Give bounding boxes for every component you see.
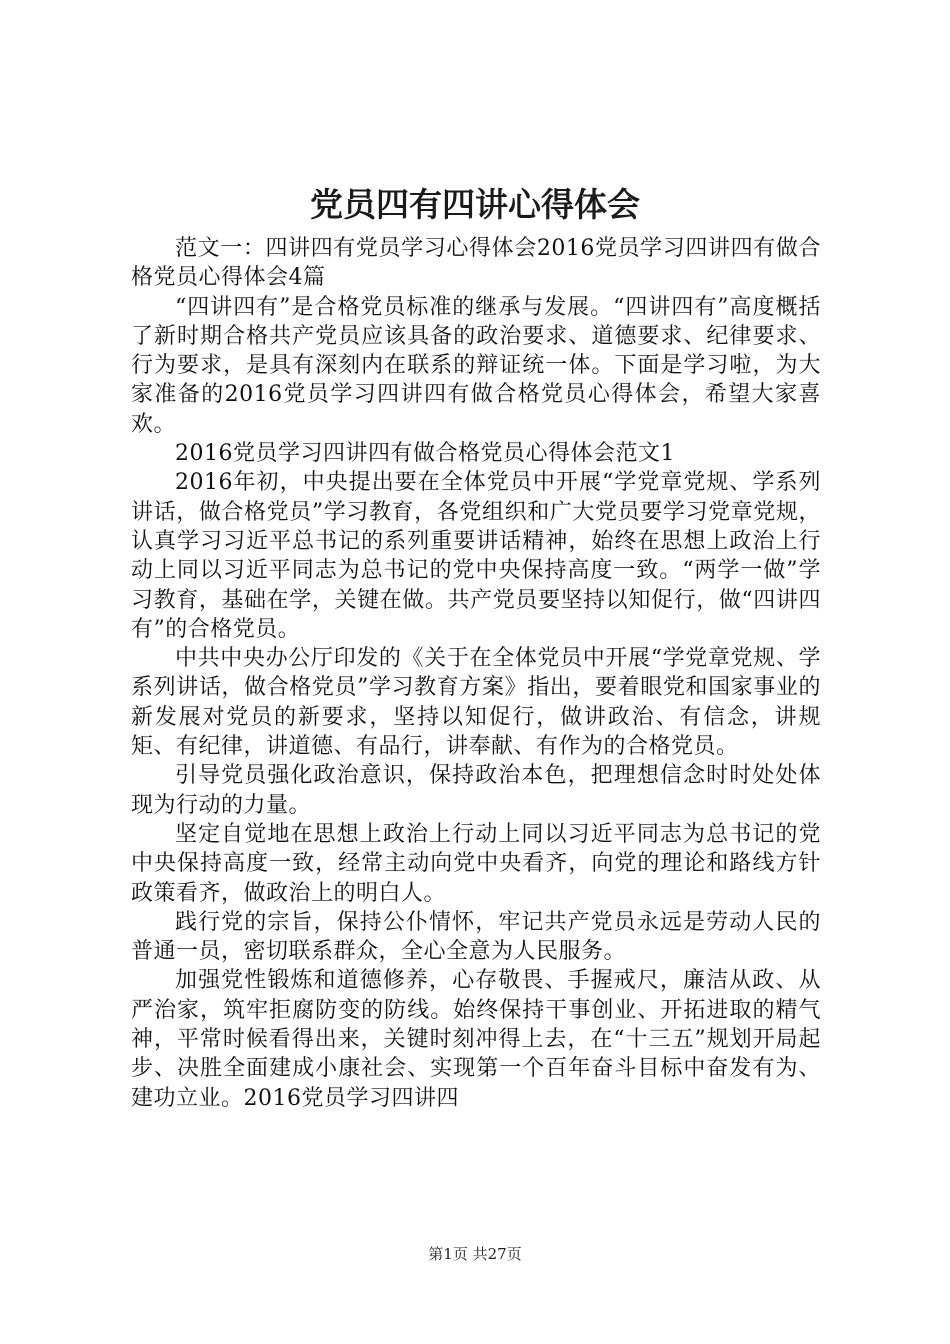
document-title: 党员四有四讲心得体会: [310, 185, 640, 224]
paragraph-6: 引导党员强化政治意识，保持政治本色，把理想信念时时处处体现为行动的力量。: [131, 763, 821, 818]
paragraph-5: 中共中央办公厅印发的《关于在全体党员中开展“学党章党规、学系列讲话，做合格党员”学习教育方案》指出，要着眼党和国家事业的新发展对党员的新要求，坚持以知促行，做讲政治、有信念，讲规矩、有纪律，讲道德、有品行，讲奉献、有作为的合格党员。: [131, 646, 821, 760]
paragraph-3: 2016党员学习四讲四有做合格党员心得体会范文1: [175, 441, 675, 467]
page-footer: 第1页 共27页: [428, 1245, 522, 1263]
paragraph-2: “四讲四有”是合格党员标准的继承与发展。“四讲四有”高度概括了新时期合格共产党员应该具备的政治要求、道德要求、纪律要求、行为要求，是具有深刻内在联系的辩证统一体。下面是学习啦，为大家准备的2016党员学习四讲四有做合格党员心得体会，希望大家喜欢。: [131, 294, 821, 437]
paragraph-9: 加强党性锻炼和道德修养，心存敬畏、手握戒尺，廉洁从政、从严治家，筑牢拒腐防变的防线。始终保持干事创业、开拓进取的精气神，平常时候看得出来，关键时刻冲得上去，在“十三五”规划开局起步、决胜全面建成小康社会、实现第一个百年奋斗目标中奋发有为、建功立业。2016党员学习四讲四: [131, 968, 821, 1111]
document-body: [131, 234, 821, 1113]
paragraph-8: 践行党的宗旨，保持公仆情怀，牢记共产党员永远是劳动人民的普通一员，密切联系群众，全心全意为人民服务。: [131, 909, 821, 965]
paragraph-1: 范文一：四讲四有党员学习心得体会2016党员学习四讲四有做合格党员心得体会4篇: [131, 236, 821, 291]
paragraph-4: 2016年初，中央提出要在全体党员中开展“学党章党规、学系列讲话，做合格党员”学习教育，各党组织和广大党员要学习党章党规，认真学习习近平总书记的系列重要讲话精神，始终在思想上政治上行动上同以习近平同志为总书记的党中央保持高度一致。“两学一做”学习教育，基础在学，关键在做。共产党员要坚持以知促行，做“四讲四有”的合格党员。: [131, 470, 821, 642]
paragraph-7: 坚定自觉地在思想上政治上行动上同以习近平同志为总书记的党中央保持高度一致，经常主动向党中央看齐，向党的理论和路线方针政策看齐，做政治上的明白人。: [131, 821, 821, 906]
